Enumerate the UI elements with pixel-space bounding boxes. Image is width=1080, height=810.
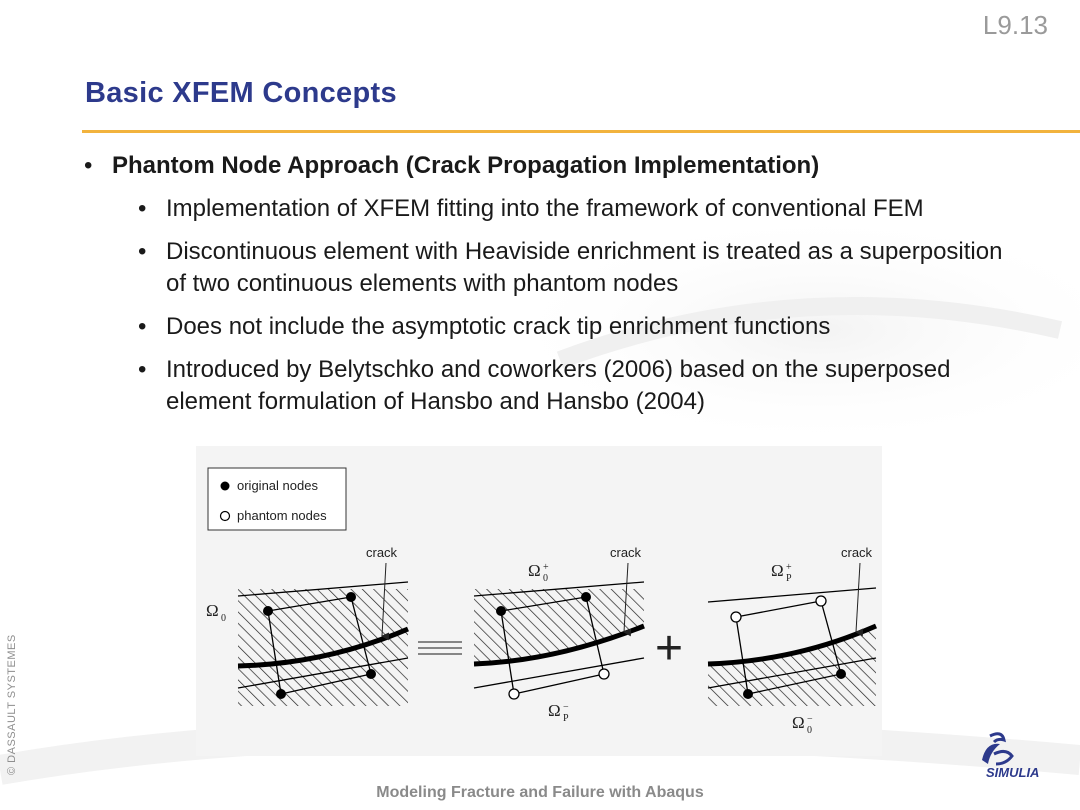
phantom-node-diagram (196, 446, 882, 756)
sub-bullet-text: Introduced by Belytschko and coworkers (2006) based on the superposed element formulation of Hansbo and Hansbo (2004) (166, 356, 951, 415)
svg-text:−: − (807, 714, 813, 725)
simulia-logo (972, 730, 1062, 782)
original-node-icon (221, 482, 230, 491)
sub-bullet-3 (82, 311, 1062, 343)
svg-text:Ω: Ω (771, 561, 784, 580)
svg-text:Ω: Ω (528, 561, 541, 580)
svg-text:0: 0 (543, 573, 548, 584)
sub-bullet-text: Does not include the asymptotic crack tip enrichment functions (166, 313, 831, 340)
svg-text:P: P (786, 573, 792, 584)
svg-text:0: 0 (221, 613, 226, 624)
svg-text:+: + (543, 562, 549, 573)
footer-title: Modeling Fracture and Failure with Abaqus (376, 784, 704, 801)
svg-text:Ω: Ω (792, 713, 805, 732)
bullet-dot: • (138, 313, 147, 340)
svg-text:+: + (786, 562, 792, 573)
bullet-main (82, 150, 1062, 182)
omega-label: Ω (206, 601, 219, 620)
svg-text:0: 0 (807, 725, 812, 736)
bullet-dot: • (138, 195, 147, 222)
bullet-dot: • (138, 238, 147, 265)
title-divider (82, 130, 1080, 133)
sub-bullet-2 (82, 236, 1006, 300)
svg-text:P: P (563, 713, 569, 724)
logo-text: SIMULIA (986, 765, 1040, 780)
bullet-dot: • (138, 356, 147, 383)
copyright-text: © DASSAULT SYSTEMES (6, 634, 18, 775)
sub-bullet-text: Discontinuous element with Heaviside enrichment is treated as a superposition of two continuous elements with phantom nodes (166, 238, 1003, 297)
crack-label: crack (366, 545, 398, 560)
svg-text:Ω: Ω (548, 701, 561, 720)
bullet-main-text: Phantom Node Approach (Crack Propagation Implementation) (112, 152, 820, 179)
bullet-list (82, 150, 1062, 418)
crack-label: crack (610, 545, 642, 560)
bullet-dot: • (84, 152, 93, 179)
legend-phantom-label: phantom nodes (237, 508, 327, 523)
crack-label: crack (841, 545, 873, 560)
slide-number: L9.13 (982, 10, 1048, 40)
slide-title: Basic XFEM Concepts (85, 77, 397, 109)
plus-sign: + (655, 622, 684, 675)
sub-bullet-1 (82, 193, 1062, 225)
svg-text:−: − (563, 702, 569, 713)
sub-bullet-text: Implementation of XFEM fitting into the framework of conventional FEM (166, 195, 924, 222)
legend (208, 468, 346, 530)
legend-original-label: original nodes (237, 478, 318, 493)
sub-bullet-4 (82, 354, 986, 418)
phantom-node-icon (221, 512, 230, 521)
